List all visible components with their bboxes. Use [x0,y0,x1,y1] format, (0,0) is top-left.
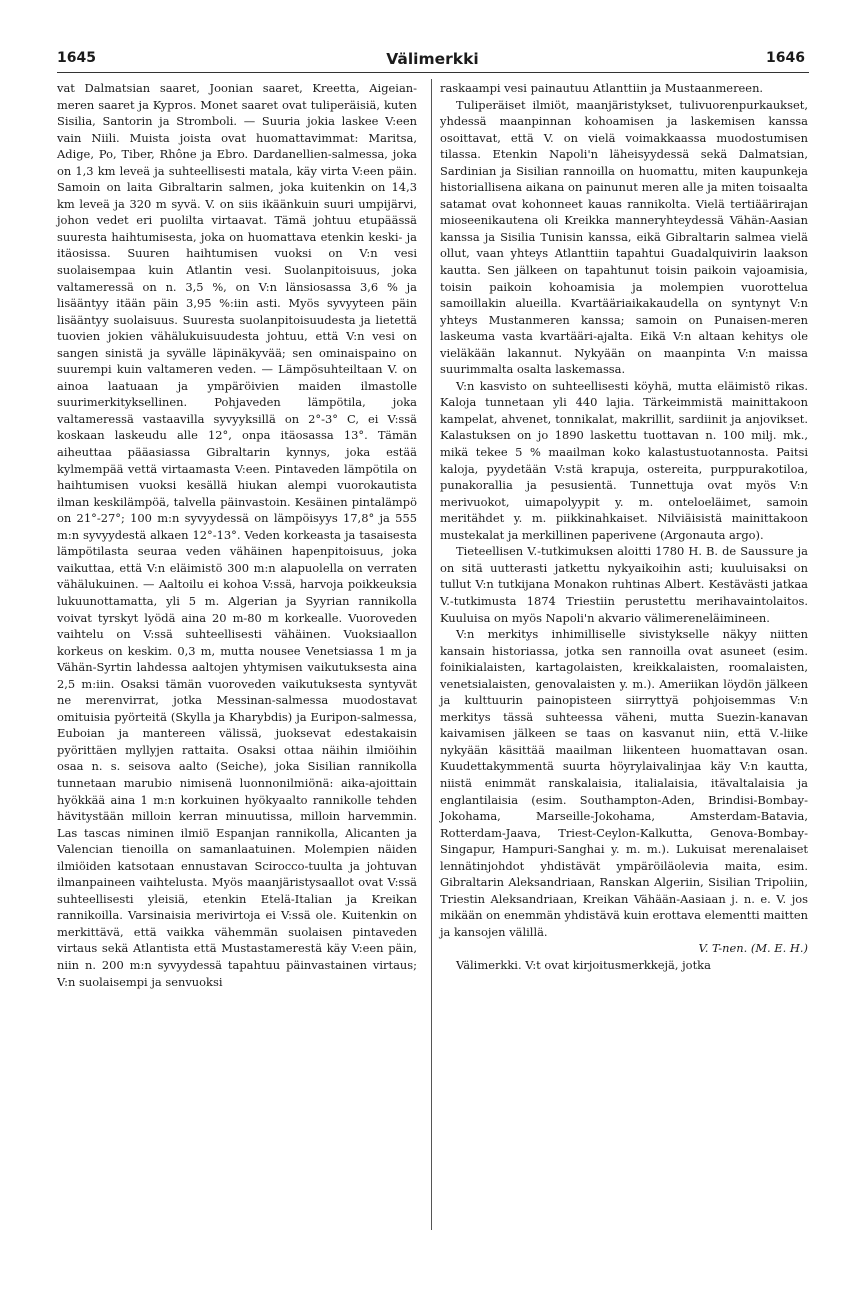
author-signature: V. T-nen. (M. E. H.) [698,941,808,956]
paragraph: vat Dalmatsian saaret, Joonian saaret, Kreetta, Aigeian-meren saaret ja Kypros. Monet saaret ovat tuliperäisiä, kuten Sisilia, Santorin ja Stromboli. — Suuria jokia laskee V:een vain Niili. Muista joista ovat huomattavimmat: Maritsa, Adige, Po, Tiber, Rhône ja Ebro. Dardanellien-salmessa, joka on 1,3 km leveä ja suhteellisesti matala, käy virta V:een päin. Samoin on laita Gibraltarin salmen, joka kuitenkin on 14,3 km leveä ja 320 m syvä. V. on siis ikäänkuin suuri umpijärvi, johon vedet eri puolilta virtaavat. Tämä johtuu etupäässä suuresta haihtumisesta, joka on huomattava etenkin keski- ja itäosissa. Suuren haihtumisen vuoksi on V:n vesi suolaisempaa kuin Atlantin vesi. Suolanpitoisuus, joka valtameressä on n. 3,5 %, on V:n länsiosassa 3,6 % ja lisääntyy itään päin 3,95 %:iin asti. Myös syvyyteen päin lisääntyy suolaisuus. Suuresta suolanpitoisuudesta ja lietettä tuovien jokien vähälukuisuudesta johtuu, että V:n vesi on sangen sinistä ja syvälle läpinäkyvää; sen ominaispaino on suurempi kuin valtameren veden. — Lämpösuhteiltaan V. on ainoa laatuaan ja ympäröivien maiden ilmastolle suurimerkityksellinen. Pohjaveden lämpötila, joka valtameressä vastaavilla syvyyksillä on 2°-3° C, ei V:ssä koskaan laskeudu alle 12°, onpa itäosassa 13°. Tämän aiheuttaa pääasiassa Gibraltarin kynnys, joka estää kylmempää vettä virtaamasta V:een. Pintaveden lämpötila on haihtumisen vuoksi kesällä hiukan alempi vuorokautista ilman keskilämpöä, talvella päinvastoin. Kesäinen pintalämpö on 21°-27°; 100 m:n syvyydessä on lämpöisyys 17,8° ja 555 m:n syvyydestä alkaen 12°-13°. Veden korkeasta ja tasaisesta lämpötilasta seuraa veden vähäinen hapenpitoisuus, joka vaikuttaa, että V:n eläimistö 300 m:n alapuolella on verraten vähälukuinen. — Aaltoilu ei kohoa V:ssä, harvoja poikkeuksia lukuunottamatta, yli 5 m. Algerian ja Syyrian rannikolla voivat tyrskyt lyödä aina 20 m-80 m korkealle. Vuoroveden vaihtelu on V:ssä suhteellisesti vähäinen. Vuoksiaallon korkeus on keskim. 0,3 m, mutta nousee Venetsiassa 1 m ja Vähän-Syrtin lahdessa aaltojen yhtymisen vaikutuksesta aina 2,5 m:iin. Osaksi tämän vuoroveden vaikutuksesta syntyvät ne merenvirrat, jotka Messinan-salmessa muodostavat omituisia pyörteitä (Skylla ja Kharybdis) ja Euripon-salmessa, Euboian ja mantereen välissä, juoksevat edestakaisin pyörittäen myllyjen rattaita. Osaksi ottaa näihin ilmiöihin osaa n. s. seisova aalto (Seiche), joka Sisilian rannikolla tunnetaan marubio nimisenä luonnonilmiönä: aika-ajoittain hyökkää aina 1 m:n korkuinen hyökyaalto rannikolle tehden hävitystään milloin kerran minuutissa, milloin harvemmin. Las tascas niminen ilmiö Espanjan rannikolla, Alicanten ja Valencian tienoilla on samanlaatuinen. Molempien näiden ilmiöiden katsotaan ennustavan Scirocco-tuulta ja johtuvan ilmanpaineen vaihtelusta. Myös maanjäristysaallot ovat V:ssä suhteellisesti yleisiä, etenkin Etelä-Italian ja Kreikan rannikoilla. Varsinaisia merivirtoja ei V:ssä ole. Kuitenkin on merkittävä, että vaikka vähemmän suolaisen pintaveden virtaus sekä Atlantista että Mustastamerestä käy V:een päin, niin n. 200 m:n syvyydessä tapahtuu päinvastainen virtaus; V:n suolaisempi ja senvuoksi [57,81,417,989]
right-page-number: 1646 [766,50,805,66]
running-title: Välimerkki [386,50,479,68]
paragraph: V:n kasvisto on suhteellisesti köyhä, mutta eläimistö rikas. Kaloja tunnetaan yli 440 lajia. Tärkeimmistä mainittakoon kampelat, ahvenet, tonnikalat, makrillit, sardiinit ja anjovikset. Kalastuksen on jo 1890 laskettu tuottavan n. 100 milj. mk., mikä tekee 5 % maailman koko kalastustuotannosta. Paitsi kaloja, pyydetään V:stä krapuja, ostereita, purppurakotiloa, punakorallia ja pesusientä. Tunnettuja ovat myös V:n merivuokot, uimapolyypit y. m. onteloeläimet, samoin meritähdet y. m. piikkinahkaiset. Nilviäisistä mainittakoon mustekalat ja merkillinen paperivene (Argonauta argo). [440,378,808,542]
paragraph: Tuliperäiset ilmiöt, maanjäristykset, tulivuorenpurkaukset, yhdessä maanpinnan kohoamisen ja laskemisen kanssa osoittavat, että V. on vielä voimakkaassa muodostumisen tilassa. Etenkin Napoli'n läheisyydessä sekä Dalmatsian, Sardinian ja Sisilian rannoilla on huomattu, miten kaupunkeja historiallisena aikana on painunut meren alle ja miten toisaalta satamat ovat kohonneet kauas rannikolta. Vielä tertiäärirajan mioseenikautena oli Kreikka manneryhteydessä Vähän-Aasian kanssa ja Sisilia Tunisin kanssa, eikä Gibraltarin salmea vielä ollut, vaan yhteys Atlanttiin tapahtui Guadalquivirin laakson kautta. Sen jälkeen on tapahtunut toisin paikoin vajoamisia, toisin paikoin kohoamisia ja molempien vuorottelua samoillakin alueilla. Kvartääriaikakaudella on syntynyt V:n yhteys Mustanmeren kanssa; samoin on Punaisen-meren laskeuma vasta kvartääri-ajalta. Eikä V:n altaan kehitys ole vieläkään lakannut. Nykyään on maanpinta V:n maissa suurimmalta osalta laskemassa. [440,97,808,377]
left-column [57,80,417,990]
paragraph: raskaampi vesi painautuu Atlanttiin ja Mustaanmereen. [440,81,764,95]
paragraph: Tieteellisen V.-tutkimuksen aloitti 1780 H. B. de Saussure ja on sitä uutterasti jatkettu nykyaikoihin asti; kuuluisaksi on tullut V:n tutkijana Monakon ruhtinas Albert. Kestävästi jatkaa V.-tutkimusta 1874 Triestiin perustettu merihavaintolaitos. Kuuluisa on myös Napoli'n akvario välimereneläimineen. [440,544,808,625]
entry-start: Välimerkki. V:t ovat kirjoitusmerkkejä, jotka [456,957,711,972]
paragraph: V:n merkitys inhimilliselle sivistykselle näkyy niitten kansain historiassa, jotka sen rannoilla ovat asuneet (esim. foinikialaisten, kartagolaisten, kreikkalaisten, roomalaisten, venetsialaisten, genovalaisten y. m.). Ameriikan löydön jälkeen ja kulttuurin painopisteen siirryttyä pohjoisemmas V:n merkitys tässä suhteessa väheni, mutta Suezin-kanavan kaivamisen jälkeen se taas on kasvanut niin, että V.-liike nykyään käsittää maailman liikenteen huomattavan osan. Kuudettakymmentä suurta höyrylaivalinjaa käy V:n kautta, niistä enimmät ranskalaisia, italialaisia, itävaltalaisia ja englantilaisia (esim. Southampton-Aden, Brindisi-Bombay-Jokohama, Marseille-Jokohama, Amsterdam-Batavia, Rotterdam-Jaava, Triest-Ceylon-Kalkutta, Genova-Bombay-Singapur, Hampuri-Sanghai y. m. m.). Lukuisat merenalaiset lennätinjohdot yhdistävät ympäröiläolevia maita, esim. Gibraltarin Aleksandriaan, Ranskan Algeriin, Sisilian Tripoliin, Triestin Aleksandriaan, Kreikan Vähään-Aasiaan j. n. e. V. jos mikään on enemmän yhdistävä kuin erottava elementti maitten ja kansojen välillä. [440,627,808,939]
column-divider [431,79,432,1230]
header-rule [57,72,809,73]
right-column [440,80,808,974]
left-page-number: 1645 [57,50,96,66]
page-header [0,50,865,74]
